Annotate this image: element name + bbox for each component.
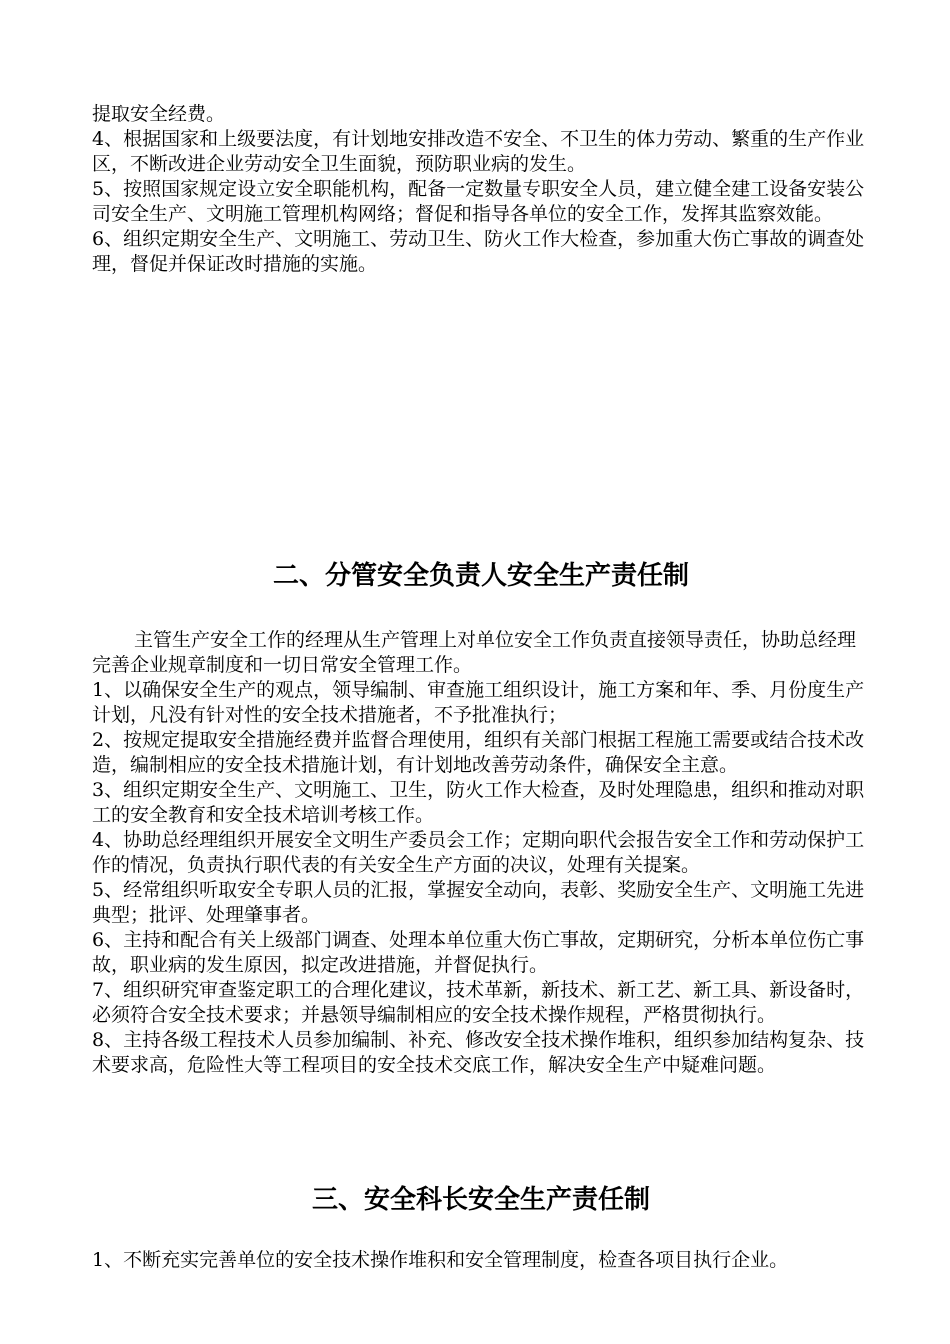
section-3-body [92,1248,870,1273]
paragraph: 4、协助总经理组织开展安全文明生产委员会工作；定期向职代会报告安全工作和劳动保护工作的情况，负责执行职代表的有关安全生产方面的决议，处理有关提案。 [92,829,865,876]
paragraph: 必须符合安全技术要求；并悬领导编制相应的安全技术操作规程，严格贯彻执行。 [92,1004,777,1026]
section-2-title: 二、分管安全负责人安全生产责任制 [272,561,689,591]
paragraph: 2、按规定提取安全措施经费并监督合理使用，组织有关部门根据工程施工需要或结合技术改造，编制相应的安全技术措施计划，有计划地改善劳动条件，确保安全主意。 [92,729,865,776]
paragraph: 4、根据国家和上级要法度，有计划地安排改造不安全、不卫生的体力劳动、繁重的生产作业区，不断改进企业劳动安全卫生面貌，预防职业病的发生。 [92,128,865,175]
paragraph: 主管生产安全工作的经理从生产管理上对单位安全工作负责直接领导责任，协助总经理完善企业规章制度和一切日常安全管理工作。 [92,629,857,676]
paragraph: 1、不断充实完善单位的安全技术操作堆积和安全管理制度，检查各项目执行企业。 [92,1249,789,1271]
section-2-body [92,628,870,1078]
top-section-body [92,102,870,277]
paragraph: 8、主持各级工程技术人员参加编制、补充、修改安全技术操作堆积，组织参加结构复杂、技术要求高，危险性大等工程项目的安全技术交底工作，解决安全生产中疑难问题。 [92,1029,865,1076]
paragraph: 6、主持和配合有关上级部门调查、处理本单位重大伤亡事故，定期研究，分析本单位伤亡事故，职业病的发生原因，拟定改进措施，并督促执行。 [92,929,865,976]
paragraph: 1、以确保安全生产的观点，领导编制、审查施工组织设计，施工方案和年、季、月份度生产计划，凡没有针对性的安全技术措施者，不予批准执行； [92,679,865,726]
paragraph: 6、组织定期安全生产、文明施工、劳动卫生、防火工作大检查，参加重大伤亡事故的调查处理，督促并保证改时措施的实施。 [92,228,865,275]
section-3-title: 三、安全科长安全生产责任制 [311,1185,650,1215]
paragraph: 5、按照国家规定设立安全职能机构，配备一定数量专职安全人员，建立健全建工设备安装公司安全生产、文明施工管理机构网络；督促和指导各单位的安全工作，发挥其监察效能。 [92,178,865,225]
paragraph: 提取安全经费。 [92,103,226,125]
paragraph: 3、组织定期安全生产、文明施工、卫生，防火工作大检查，及时处理隐患，组织和推动对职工的安全教育和安全技术培训考核工作。 [92,779,865,826]
paragraph: 7、组织研究审查鉴定职工的合理化建议，技术革新，新技术、新工艺、新工具、新设备时， [92,979,865,1001]
paragraph: 5、经常组织听取安全专职人员的汇报，掌握安全动向，表彰、奖励安全生产、文明施工先进典型；批评、处理肇事者。 [92,879,865,926]
